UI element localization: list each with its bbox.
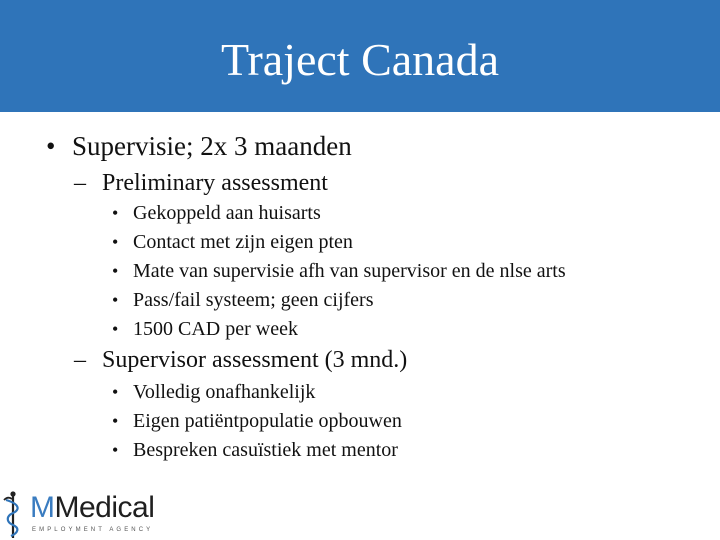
list-item-text: Mate van supervisie afh van supervisor en de nlse arts bbox=[133, 260, 566, 282]
dash-marker: – bbox=[74, 170, 86, 196]
bullet-marker: • bbox=[112, 440, 119, 460]
sub-point-text: Supervisor assessment (3 mnd.) bbox=[102, 347, 408, 373]
sub-point-supervisor bbox=[74, 345, 407, 375]
logo-wordmark bbox=[30, 490, 154, 526]
bullet-marker: • bbox=[112, 261, 119, 281]
bullet-marker: • bbox=[46, 131, 56, 161]
logo-first-letter: M bbox=[30, 491, 55, 524]
bullet-marker: • bbox=[112, 203, 119, 223]
company-logo bbox=[0, 490, 160, 540]
list-item-text: 1500 CAD per week bbox=[133, 318, 298, 340]
list-item bbox=[112, 229, 353, 255]
caduceus-icon bbox=[2, 490, 28, 540]
dash-marker: – bbox=[74, 347, 86, 373]
list-item bbox=[112, 316, 298, 342]
list-item bbox=[112, 408, 402, 434]
list-item bbox=[112, 200, 321, 226]
bullet-marker: • bbox=[112, 290, 119, 310]
bullet-marker: • bbox=[112, 411, 119, 431]
bullet-marker: • bbox=[112, 382, 119, 402]
list-item-text: Pass/fail systeem; geen cijfers bbox=[133, 289, 374, 311]
list-item bbox=[112, 437, 398, 463]
bullet-marker: • bbox=[112, 232, 119, 252]
sub-point-text: Preliminary assessment bbox=[102, 170, 328, 196]
list-item-text: Volledig onafhankelijk bbox=[133, 381, 316, 403]
list-item-text: Bespreken casuïstiek met mentor bbox=[133, 439, 398, 461]
slide-title: Traject Canada bbox=[220, 34, 500, 85]
bullet-text: Supervisie; 2x 3 maanden bbox=[72, 131, 352, 161]
list-item-text: Gekoppeld aan huisarts bbox=[133, 202, 321, 224]
list-item bbox=[112, 379, 315, 405]
bullet-marker: • bbox=[112, 319, 119, 339]
sub-point-preliminary bbox=[74, 168, 328, 198]
list-item-text: Contact met zijn eigen pten bbox=[133, 231, 353, 253]
list-item-text: Eigen patiëntpopulatie opbouwen bbox=[133, 410, 402, 432]
list-item bbox=[112, 258, 566, 284]
logo-tagline: EMPLOYMENT AGENCY bbox=[32, 527, 154, 533]
bullet-point-supervisie bbox=[46, 130, 352, 162]
logo-name: Medical bbox=[54, 491, 155, 524]
list-item bbox=[112, 287, 374, 313]
